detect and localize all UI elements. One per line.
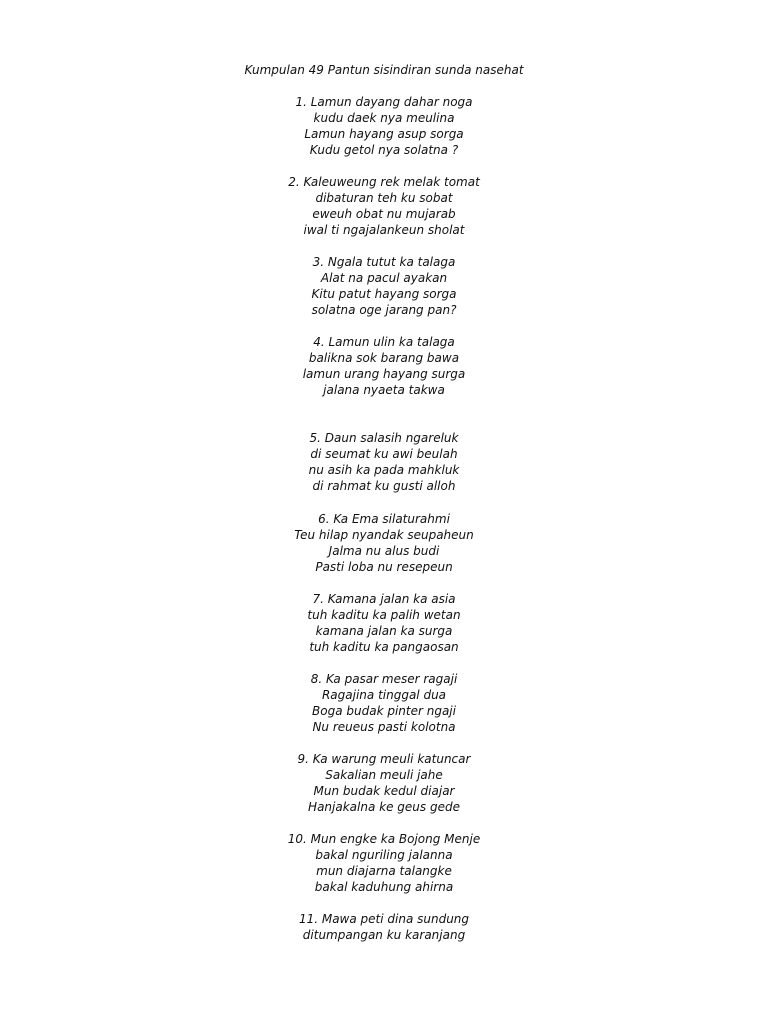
stanza-line: ditumpangan ku karanjang: [302, 928, 466, 942]
stanza-line: Hanjakalna ke geus gede: [308, 800, 460, 814]
stanza-line: dibaturan teh ku sobat: [315, 191, 453, 205]
stanza-line: 10. Mun engke ka Bojong Menje: [287, 832, 481, 846]
stanza-line: nu asih ka pada mahkluk: [308, 463, 460, 477]
stanza-line: 1. Lamun dayang dahar noga: [295, 95, 473, 109]
stanza-line: Sakalian meuli jahe: [325, 768, 443, 782]
pantun-stanza-4: [0, 334, 768, 398]
stanza-line: 8. Ka pasar meser ragaji: [310, 672, 458, 686]
stanza-line: solatna oge jarang pan?: [311, 303, 457, 317]
stanza-line: Ragajina tinggal dua: [321, 688, 447, 702]
stanza-line: bakal nguriling jalanna: [315, 848, 453, 862]
stanza-line: bakal kaduhung ahirna: [314, 880, 454, 894]
pantun-stanza-5: [0, 430, 768, 494]
stanza-line: di rahmat ku gusti alloh: [312, 479, 456, 493]
stanza-line: lamun urang hayang surga: [302, 367, 466, 381]
stanza-line: di seumat ku awi beulah: [310, 447, 458, 461]
stanza-line: Pasti loba nu resepeun: [315, 560, 453, 574]
stanza-line: Kitu patut hayang sorga: [311, 287, 457, 301]
stanza-line: tuh kaditu ka pangaosan: [309, 640, 459, 654]
stanza-line: 7. Kamana jalan ka asia: [312, 592, 456, 606]
stanza-line: jalana nyaeta takwa: [323, 383, 445, 397]
pantun-stanza-3: [0, 254, 768, 318]
stanza-line: mun diajarna talangke: [316, 864, 452, 878]
stanza-line: kamana jalan ka surga: [315, 624, 453, 638]
stanza-line: 11. Mawa peti dina sundung: [298, 912, 470, 926]
stanza-line: Kudu getol nya solatna ?: [309, 143, 459, 157]
stanza-line: 5. Daun salasih ngareluk: [309, 431, 459, 445]
stanza-line: balikna sok barang bawa: [308, 351, 460, 365]
stanza-line: kudu daek nya meulina: [313, 111, 455, 125]
stanza-line: 2. Kaleuweung rek melak tomat: [288, 175, 480, 189]
stanza-line: iwal ti ngajalankeun sholat: [303, 223, 465, 237]
stanza-line: eweuh obat nu mujarab: [312, 207, 456, 221]
stanza-line: Nu reueus pasti kolotna: [312, 720, 456, 734]
pantun-stanza-2: [0, 174, 768, 238]
stanza-line: 9. Ka warung meuli katuncar: [297, 752, 471, 766]
pantun-stanza-8: [0, 671, 768, 735]
stanza-line: Boga budak pinter ngaji: [312, 704, 456, 718]
stanza-line: Lamun hayang asup sorga: [304, 127, 464, 141]
stanza-line: Teu hilap nyandak seupaheun: [294, 528, 474, 542]
stanza-line: Alat na pacul ayakan: [320, 271, 448, 285]
stanza-line: 3. Ngala tutut ka talaga: [312, 255, 456, 269]
stanza-line: Jalma nu alus budi: [328, 544, 440, 558]
pantun-stanza-1: [0, 94, 768, 158]
stanza-line: tuh kaditu ka palih wetan: [307, 608, 461, 622]
stanza-line: 6. Ka Ema silaturahmi: [318, 512, 450, 526]
stanza-line: Mun budak kedul diajar: [313, 784, 455, 798]
stanza-line: 4. Lamun ulin ka talaga: [313, 335, 455, 349]
pantun-stanza-9: [0, 751, 768, 815]
pantun-stanza-7: [0, 591, 768, 655]
pantun-stanza-11: [0, 911, 768, 943]
document-title: Kumpulan 49 Pantun sisindiran sunda nasehat: [244, 63, 524, 77]
pantun-stanza-10: [0, 831, 768, 895]
pantun-stanza-6: [0, 511, 768, 575]
